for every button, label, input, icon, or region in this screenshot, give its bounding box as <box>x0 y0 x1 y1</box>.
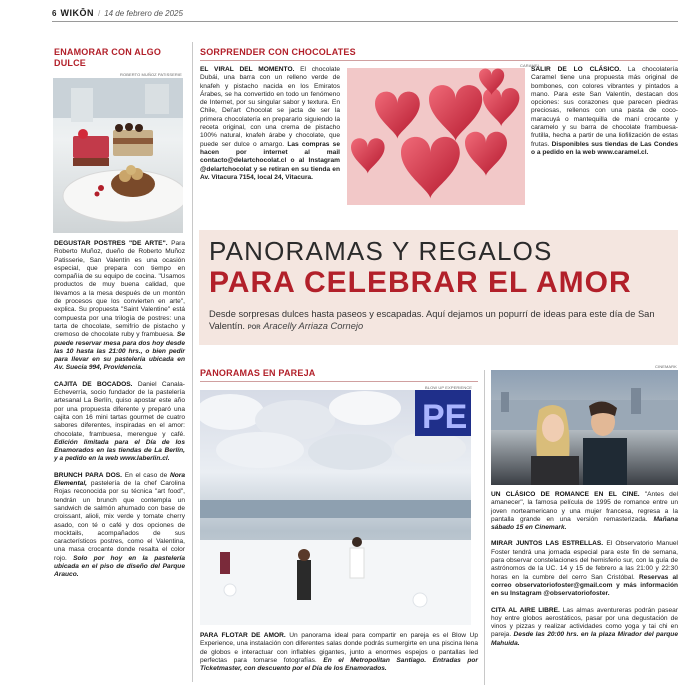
chocolates-kicker: SORPRENDER CON CHOCOLATES <box>200 47 356 57</box>
left-kicker: ENAMORAR CON ALGO DULCE <box>54 47 162 68</box>
byline-por: POR <box>247 325 261 331</box>
publication-logo: WIKŌN <box>60 8 94 18</box>
photo-credit-dessert: ROBERTO MUÑOZ PATISSERIE <box>120 72 182 77</box>
column-divider-left <box>192 42 193 682</box>
article-estrellas: MIRAR JUNTOS LAS ESTRELLAS. El Observatorio Manuel Foster tendrá una jornada especial para este fin de semana, para observar constelaciones del hemisferio sur, con la guía de astrónomos de la UC. 14 y 15 de febrero a las 21:00 y 22:30 horas en la cumbre del cerro San Cristóbal. Reservas al correo observatoriofoster@gmail.com y más información en su Instagram @observatoriofoster. <box>491 540 678 598</box>
feature-dek: Desde sorpresas dulces hasta paseos y escapadas. Aquí dejamos un popurrí de ideas para este día de San Valentín. POR Aracelly Arriaza Cornejo <box>209 309 655 331</box>
chocolate-hearts-photo <box>347 68 525 205</box>
couple-illustration <box>491 370 678 485</box>
photo-credit-blowup: BLOW UP EXPERIENCE <box>425 385 473 390</box>
balloon-pool-photo <box>200 390 471 625</box>
movie-still-photo <box>491 370 678 485</box>
article-brunch: BRUNCH PARA DOS. En el caso de Nora Elemental, pastelería de la chef Carolina Rojas reconocida por su técnica "art food", tendrán un brunch que contempla un sandwich de salmón ahumado con base de croissant, alioli, mix verde y tomate cherry asado, con té o café y dos opciones de mocktails, acompañados de sus característicos postres, como el Valentina, una masa crocante donde resalta el color rojo. Solo por hoy en la pastelería ubicada en el piso de diseño del Parque Arauco. <box>54 471 185 579</box>
article-clasico: SALIR DE LO CLÁSICO. La chocolatería Caramel tiene una propuesta más original de bombones, con colores vibrantes y pintados a mano. Para este San Valentín, destacan dos opciones: sus corazones que parecen piedras preciosas, rellenos con una pasta de coco-maracuyá o mantequilla de maní crocante y caramelo y su barra de chocolate frambuesa-frutilla, hecha a partir de una liofilización de estas frutas. Disponibles sus tiendas de Las Condes o a pedido en la web www.caramel.cl. <box>531 66 678 156</box>
balloon-illustration <box>200 390 471 625</box>
feature-title-line2: PARA CELEBRAR EL AMOR <box>209 266 632 299</box>
svg-text:PE: PE <box>422 398 468 436</box>
hearts-illustration <box>347 68 525 205</box>
header-separator: / <box>97 8 101 18</box>
page-header <box>52 6 672 20</box>
article-aire: CITA AL AIRE LIBRE. Las almas aventureras podrán pasear hoy entre globos aerostáticos, pasar por una degustación de vinos y pizzas y realizar actividades como yoga y tai chi en pareja. Desde las 20:00 hrs. en la plaza Mirador del parque Mahuida. <box>491 606 678 647</box>
header-rule <box>52 21 678 22</box>
column-divider-right <box>484 370 485 685</box>
article-degustar: DEGUSTAR POSTRES "DE ARTE". Para Roberto Muñoz, dueño de Roberto Muñoz Patisserie, San Valentín es una ocasión especial, que prepara con tiempo en compañía de su equipo de cocina. "Usamos productos de muy buena calidad, que llevamos a la mesa después de un montón de procesos que los convierten en arte", explica. Su propuesta "Saint Valentine" está compuesta por una trilogía de postres: una tarta de chocolate, semifrío de pistacho y cremoso de chocolate ruby y frambuesa. Se puede reservar mesa para dos hoy desde las 10 hasta las 21:00 hrs., o bien pedir para llevar en su pastelería ubicada en Av. Suecia 994, Providencia. <box>54 240 185 372</box>
left-column-text <box>54 240 185 588</box>
feature-box <box>199 230 678 345</box>
byline-author: Aracelly Arriaza Cornejo <box>263 321 364 331</box>
pareja-rule <box>200 381 478 382</box>
dessert-illustration <box>53 78 183 233</box>
chocolates-rule <box>200 60 678 61</box>
right-column-text <box>491 491 678 656</box>
issue-date: 14 de febrero de 2025 <box>104 8 183 18</box>
feature-title-line1: PANORAMAS Y REGALOS <box>209 236 553 266</box>
dessert-photo <box>53 78 183 233</box>
page-number: 6 <box>52 8 57 18</box>
article-viral: EL VIRAL DEL MOMENTO. El chocolate Dubái, una barra con un relleno verde de knafeh y pistacho nacida en los Emiratos Árabes, se ha convertido en todo un fenómeno de Internet, por su singular sabor y textura. En Chile, Del'art Chocolat se jacta de ser la primera chocolatería en prepararlo siguiendo la receta original, con una crema de pistacho 100% natural, knafeh árabe y chocolate, que puede ser dulce o amargo. Las compras se hacen por internet al mail contacto@delartchocolat.cl o al Instagram @delartchocolat y se retiran en su tienda en Av. Vitacura 7154, local 24, Vitacura. <box>200 66 340 181</box>
pareja-kicker: PANORAMAS EN PAREJA <box>200 368 316 378</box>
article-cine: UN CLÁSICO DE ROMANCE EN EL CINE. "Antes del amanecer", la famosa película de 1995 de romance entre un joven norteamericano y una mujer francesa, regresa a la pantalla grande en una versión remasterizada. Mañana sábado 15 en Cinemark. <box>491 491 678 532</box>
photo-credit-cinemark: CINEMARK <box>655 364 677 369</box>
photo-credit-caramel: CARAMEL <box>520 63 541 68</box>
article-flotar: PARA FLOTAR DE AMOR. Un panorama ideal para compartir en pareja es el Blow Up Experience, una instalación con diferentes salas donde podrás sumergirte en una piscina llena de globos e interactuar con inflables gigantes, junto a enormes espejos o pantallas led perfectas para tomarse fotografías. En el Metropolitan Santiago. Entradas por Ticketmaster, con descuento por el Día de los Enamorados. <box>200 632 478 673</box>
article-cajita: CAJITA DE BOCADOS. Daniel Canala-Echeverría, socio fundador de la pastelería artesanal La Berlín, quiso apostar este año por una propuesta diferente y preparó una cajita con 16 mini tartas gourmet de cuatro sabores diferentes, inspiradas en el amor: chocolate, frambuesa, merengue y café. Edición limitada para el Día de los Enamorados en las tiendas de La Berlín, y a pedido en la web www.laberlin.cl. <box>54 380 185 463</box>
